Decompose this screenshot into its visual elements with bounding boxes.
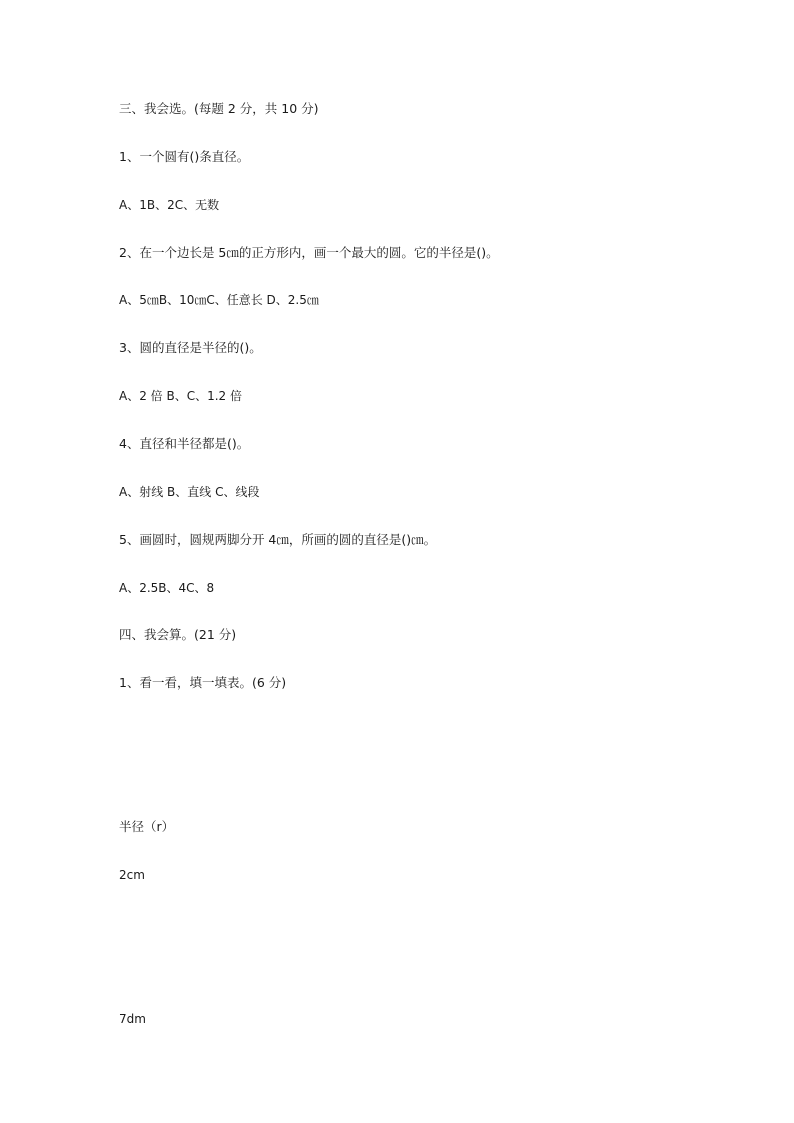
question-5-options: A、2.5B、4C、8 [119, 581, 215, 595]
question-1-options: A、1B、2C、无数 [119, 198, 220, 212]
table-cell-value-1: 2cm [119, 868, 145, 882]
question-1-stem: 1、一个圆有()条直径。 [119, 149, 250, 164]
question-2-stem: 2、在一个边长是 5㎝的正方形内，画一个最大的圆。它的半径是()。 [119, 245, 499, 260]
section-4-sub-1: 1、看一看，填一填表。(6 分) [119, 675, 287, 690]
question-2-options: A、5㎝B、10㎝C、任意长 D、2.5㎝ [119, 293, 319, 307]
table-header-radius: 半径（r） [119, 819, 175, 834]
question-5-stem: 5、画圆时，圆规两脚分开 4㎝，所画的圆的直径是()㎝。 [119, 532, 437, 547]
question-3-stem: 3、圆的直径是半径的()。 [119, 340, 262, 355]
section-4-heading: 四、我会算。(21 分) [119, 627, 237, 642]
question-4-stem: 4、直径和半径都是()。 [119, 436, 250, 451]
question-3-options: A、2 倍 B、C、1.2 倍 [119, 389, 242, 403]
question-4-options: A、射线 B、直线 C、线段 [119, 485, 260, 499]
table-cell-value-2: 7dm [119, 1012, 146, 1026]
section-3-heading: 三、我会选。(每题 2 分，共 10 分) [119, 101, 319, 116]
